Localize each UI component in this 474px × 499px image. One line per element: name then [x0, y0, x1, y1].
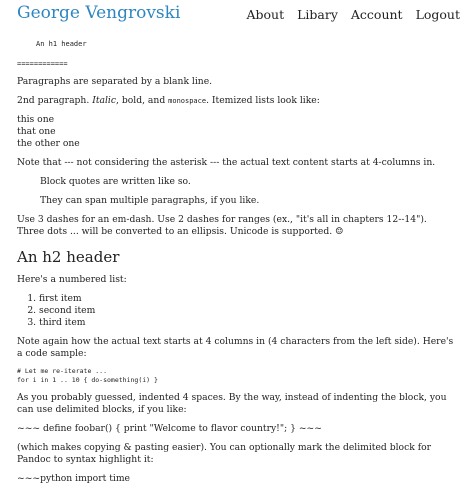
paragraph-2-middle: , bold, and	[116, 95, 169, 106]
numbered-list-item: 3. third item	[39, 317, 457, 329]
paragraph-1: Paragraphs are separated by a blank line.	[17, 76, 213, 87]
quote-paragraph-2: They can span multiple paragraphs, if you like.	[40, 195, 260, 206]
list-item: this one	[17, 114, 55, 125]
top-navbar	[0, 0, 474, 30]
paragraph-7: As you probably guessed, indented 4 spaces. By the way, instead of indenting the block, you can use delimited blocks, if you like:	[17, 392, 447, 415]
nav-link-about[interactable]: About	[246, 7, 285, 22]
paragraph-8: ~~~ define foobar() { print "Welcome to flavor country!"; } ~~~	[17, 423, 322, 434]
paragraph-3: Note that --- not considering the asterisk --- the actual text content starts at 4-columns in.	[17, 157, 436, 168]
monospace-text: monospace	[168, 97, 207, 105]
paragraph-2-tail: . Itemized lists look like:	[206, 95, 320, 106]
nav-link-logout[interactable]: Logout	[415, 7, 460, 22]
list-item: the other one	[17, 138, 80, 149]
h2-header: An h2 header	[17, 248, 120, 266]
paragraph-4: Use 3 dashes for an em-dash. Use 2 dashes for ranges (ex., "it's all in chapters 12--14"). Three dots ... will be converted to an ellipsis. Unicode is supported. ☺	[17, 214, 427, 237]
h1-source-text: An h1 header	[36, 40, 87, 48]
list-item: that one	[17, 126, 56, 137]
paragraph-5: Here's a numbered list:	[17, 274, 127, 285]
paragraph-10: ~~~python import time	[17, 473, 130, 484]
numbered-list	[17, 293, 457, 329]
brand-link[interactable]: George Vengrovski	[17, 3, 181, 23]
nav-link-libary[interactable]: Libary	[297, 7, 338, 22]
block-quote	[40, 176, 457, 207]
itemized-list	[17, 114, 457, 150]
numbered-list-item: 1. first item	[39, 293, 457, 305]
quote-paragraph-1: Block quotes are written like so.	[40, 176, 191, 187]
h1-underline-text: ============	[17, 60, 68, 68]
numbered-list-item: 2. second item	[39, 305, 457, 317]
code-sample: # Let me re-iterate ... for i in 1 .. 10 { do-something(i) }	[17, 367, 158, 384]
italic-text: Italic	[92, 95, 117, 106]
paragraph-6: Note again how the actual text starts at 4 columns in (4 characters from the left side). Here's a code sample:	[17, 336, 454, 359]
paragraph-2	[17, 95, 457, 107]
paragraph-9: (which makes copying & pasting easier). You can optionally mark the delimited block for Pandoc to syntax highlight it:	[17, 442, 432, 465]
nav-link-account[interactable]: Account	[350, 7, 403, 22]
nav-links	[237, 7, 460, 22]
paragraph-2-lead: 2nd paragraph.	[17, 95, 93, 106]
main-content	[17, 38, 457, 492]
